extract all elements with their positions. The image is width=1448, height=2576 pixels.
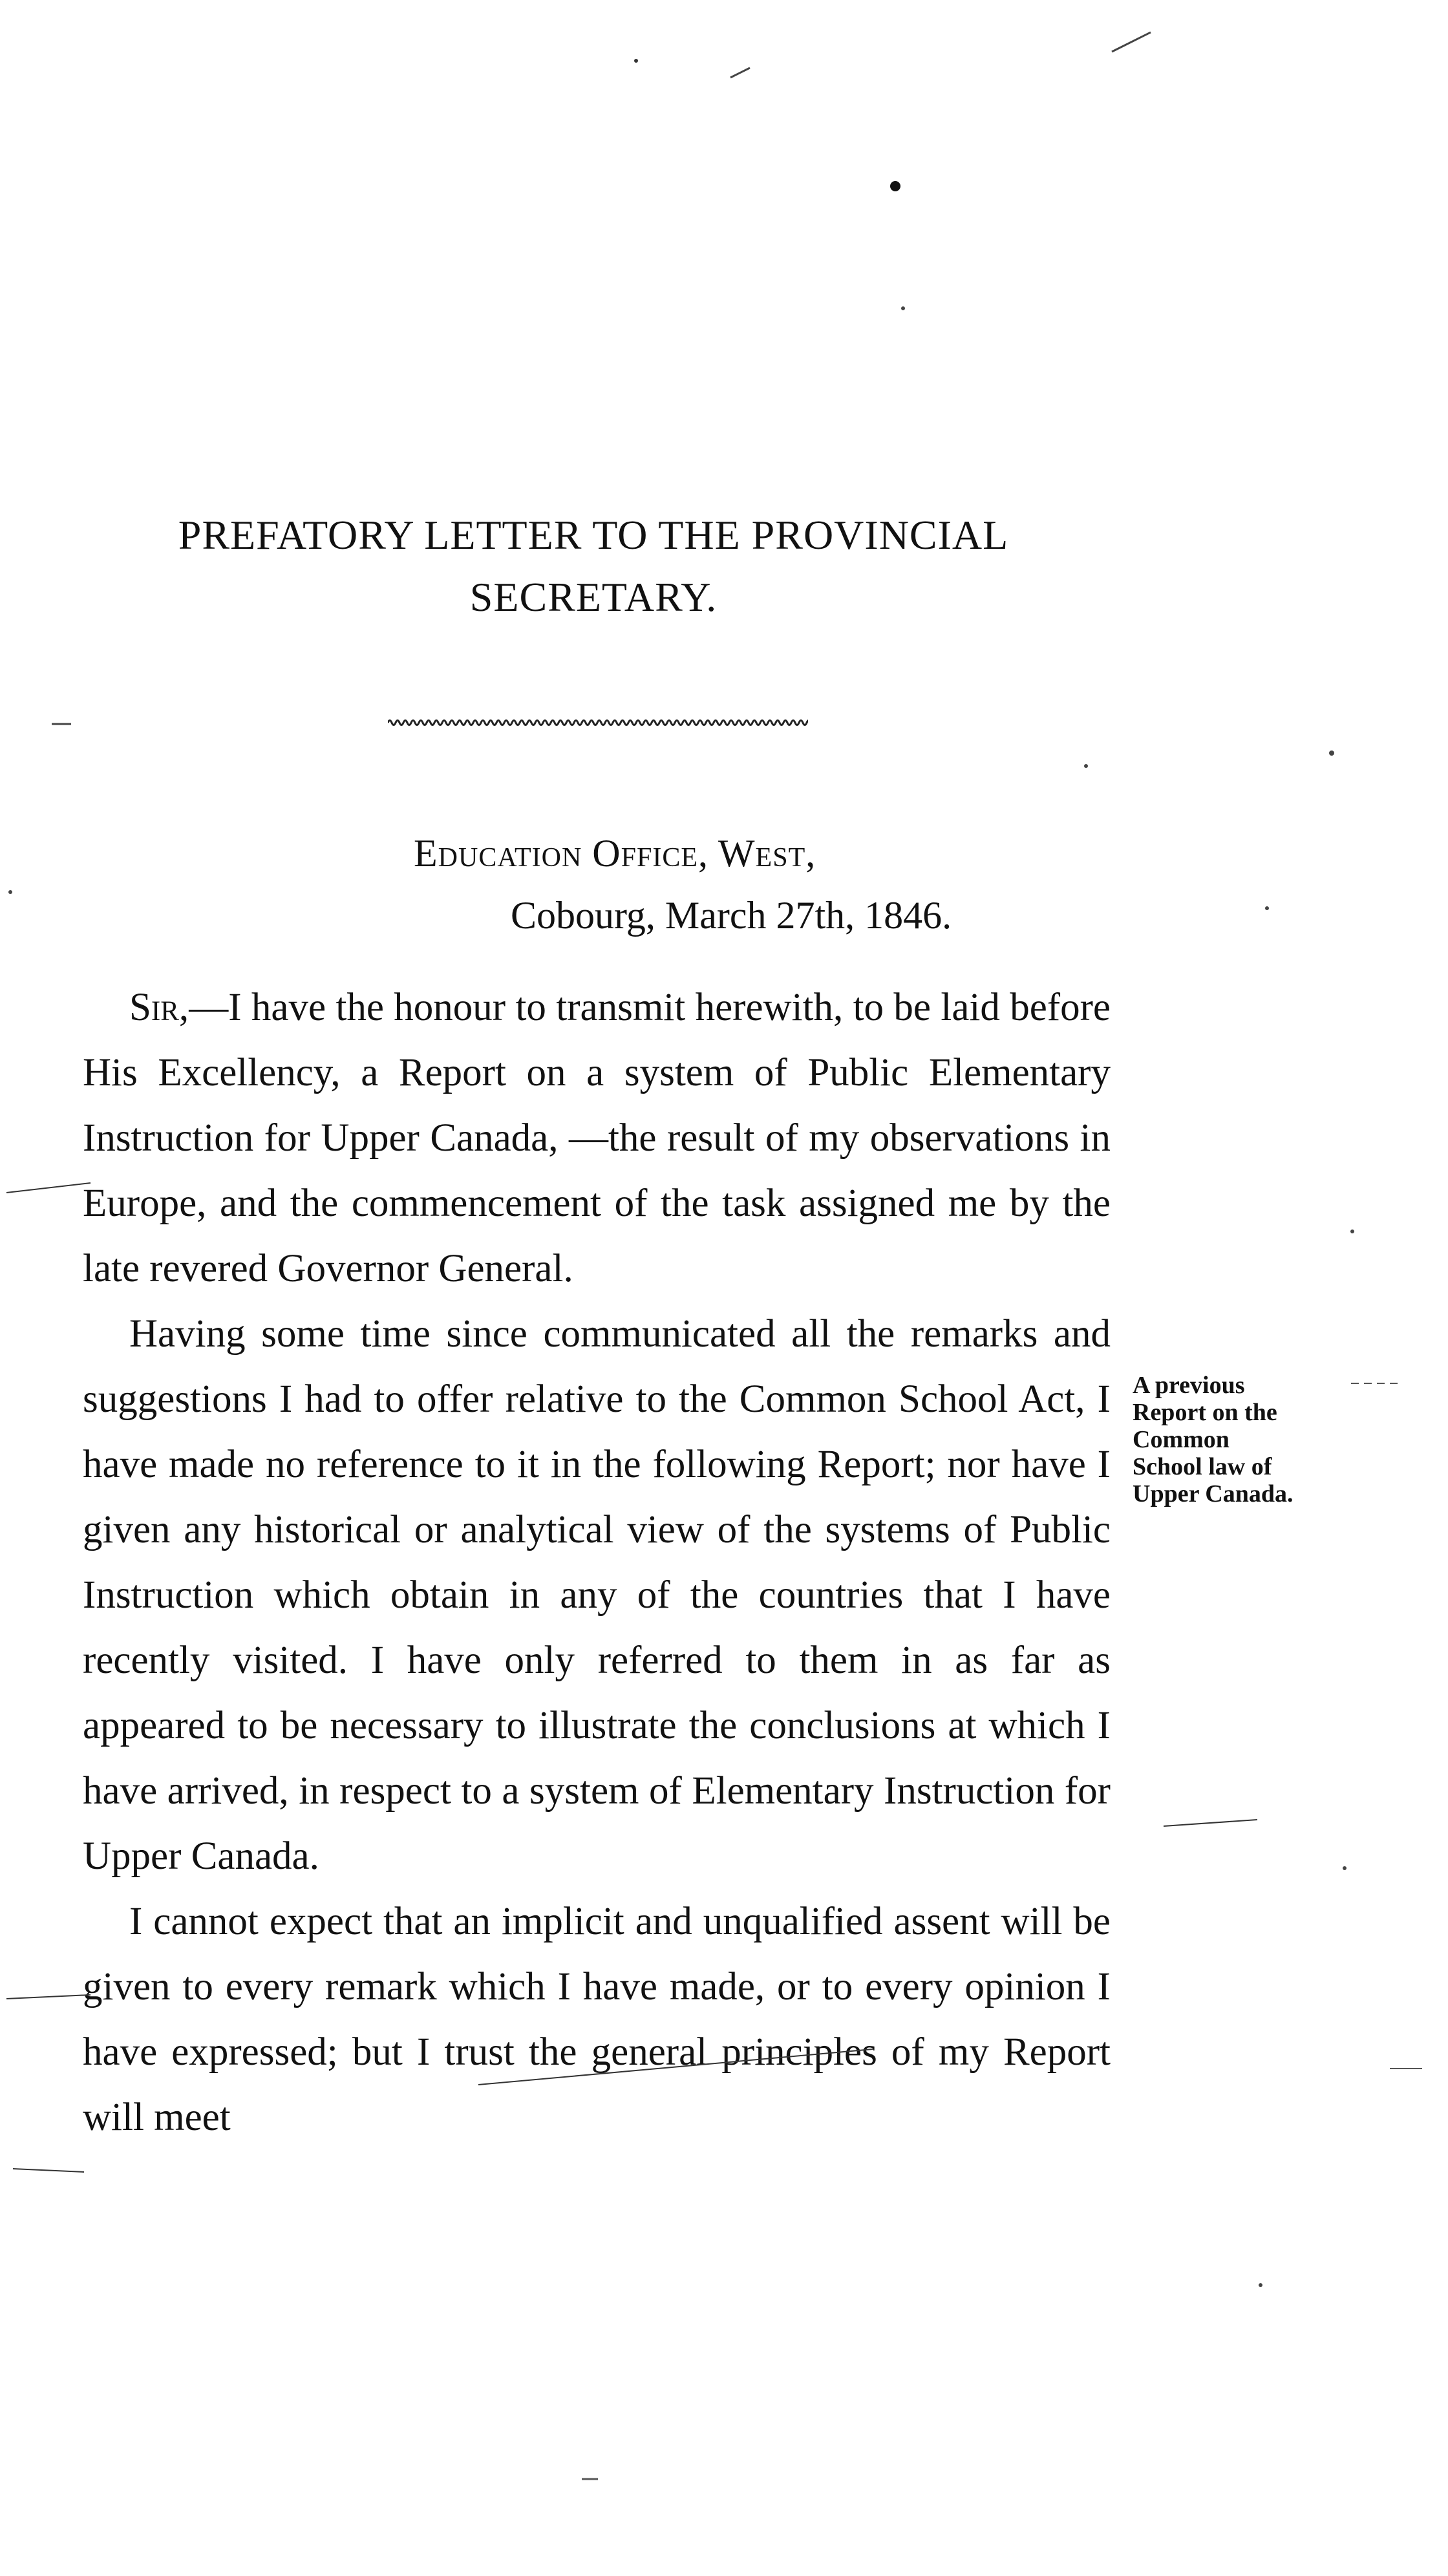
paragraph-1-text: —I have the honour to transmit herewith, to be laid before His Excellency, a Report on a system of Public Elementary Instruction for Upper Canada, —the result of my observations in Europe, and the commencement of the task assigned me by the late revered Governor General. bbox=[83, 986, 1111, 1290]
marginal-note: A previous Report on the Common School law of Upper Canada. bbox=[1133, 1372, 1294, 1507]
salutation: Sir, bbox=[129, 986, 189, 1029]
dateline-office: Education Office, West, bbox=[414, 832, 816, 875]
paragraph-3: I cannot expect that an implicit and unqualified assent will be given to every remark which I have made, or to every opinion I have expressed; but I trust the general principles of my Report will meet bbox=[83, 1900, 1111, 2139]
title-line-1: PREFATORY LETTER TO THE PROVINCIAL bbox=[178, 512, 1009, 558]
paragraph-2: Having some time since communicated all the remarks and suggestions I had to offer relative to the Common School Act, I have made no reference to it in the following Report; nor have I given any historical or analytical view of the systems of Public Instruction which obtain in any of the countries that I have recently visited. I have only referred to them in as far as appeared to be necessary to illustrate the conclusions at which I have arrived, in respect to a system of Elementary Instruction for Upper Canada. bbox=[83, 1312, 1111, 1878]
dateline-place-date: Cobourg, March 27th, 1846. bbox=[511, 894, 952, 937]
title-line-2: SECRETARY. bbox=[469, 574, 718, 620]
